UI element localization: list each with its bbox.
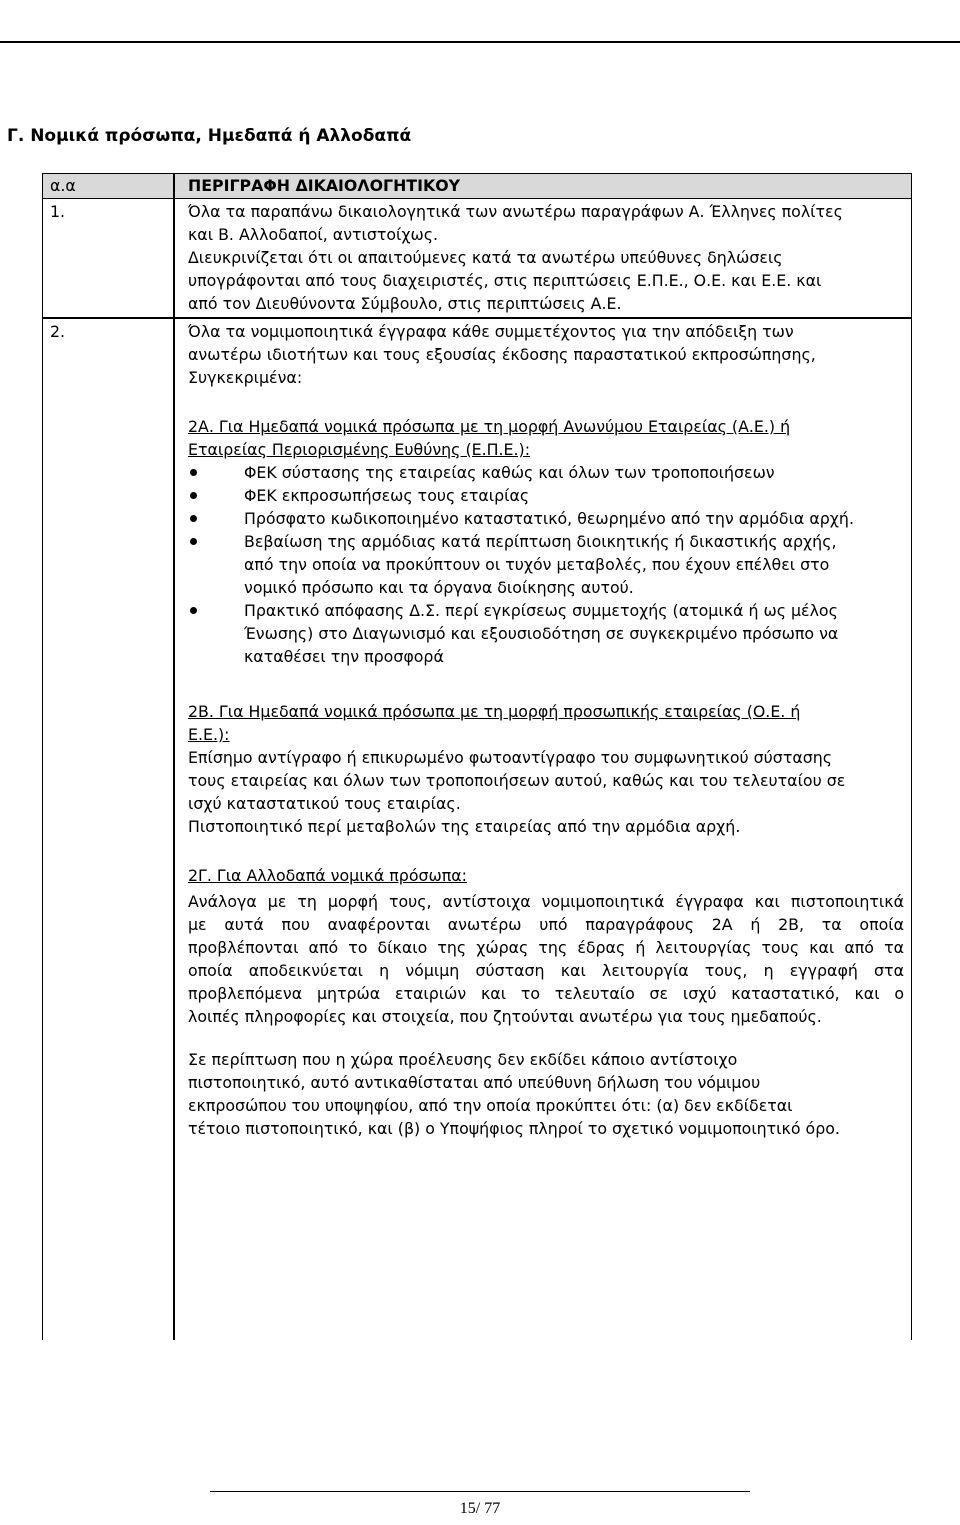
row-1-line: και Β. Αλλοδαποί, αντιστοίχως. xyxy=(188,225,439,244)
subsection-2c-heading: 2Γ. Για Αλλοδαπά νομικά πρόσωπα: xyxy=(188,866,467,885)
subsection-2c-line: λοιπές πληροφορίες και στοιχεία, που ζητούνται ανωτέρω για τους ημεδαπούς. xyxy=(188,1007,822,1026)
row-2-line: Όλα τα νομιμοποιητικά έγγραφα κάθε συμμετέχοντος για την απόδειξη των xyxy=(188,322,794,341)
subsection-2c-line: πιστοποιητικό, αυτό αντικαθίσταται από υπεύθυνη δήλωση του νόμιμου xyxy=(188,1073,761,1092)
row-divider xyxy=(43,317,911,319)
bullet-dot-icon xyxy=(190,538,197,545)
footer-rule xyxy=(210,1491,750,1492)
subsection-2a-bullet-text: Πρόσφατο κωδικοποιημένο καταστατικό, θεωρημένο από την αρμόδια αρχή. xyxy=(244,509,854,528)
subsection-2a-bullet-text: καταθέσει την προσφορά xyxy=(244,647,444,666)
row-1-line: από τον Διευθύνοντα Σύμβουλο, στις περιπτώσεις Α.Ε. xyxy=(188,294,622,313)
row-2-line: ανωτέρω ιδιοτήτων και τους εξουσίας έκδοσης παραστατικού εκπροσώπησης, xyxy=(188,345,816,364)
subsection-2a-bullet-text: νομικό πρόσωπο και τα όργανα διοίκησης αυτού. xyxy=(244,578,634,597)
subsection-2b-line: ισχύ καταστατικού τους εταιρίας. xyxy=(188,794,461,813)
subsection-2b-heading: 2Β. Για Ημεδαπά νομικά πρόσωπα με τη μορφή προσωπικής εταιρείας (Ο.Ε. ή xyxy=(188,702,801,721)
row-2-line: Συγκεκριμένα: xyxy=(188,368,303,387)
subsection-2c-line: τέτοιο πιστοποιητικό, και (β) ο Υποψήφιος πληροί το σχετικό νομιμοποιητικό όρο. xyxy=(188,1119,840,1138)
row-1-line: υπογράφονται από τους διαχειριστές, στις περιπτώσεις Ε.Π.Ε., Ο.Ε. και Ε.Ε. και xyxy=(188,271,822,290)
subsection-2b-line: τους εταιρείας και όλων των τροποποιήσεων αυτού, καθώς και του τελευταίου σε xyxy=(188,771,846,790)
subsection-2c-line: Σε περίπτωση που η χώρα προέλευσης δεν εκδίδει κάποιο αντίστοιχο xyxy=(188,1050,738,1069)
subsection-2a-heading: 2Α. Για Ημεδαπά νομικά πρόσωπα με τη μορφή Ανωνύμου Εταιρείας (Α.Ε.) ή xyxy=(188,417,791,436)
subsection-2b-line: Επίσημο αντίγραφο ή επικυρωμένο φωτοαντίγραφο του συμφωνητικού σύστασης xyxy=(188,748,833,767)
subsection-2a-bullet-text: από την οποία να προκύπτουν οι τυχόν μεταβολές, που έχουν επέλθει στο xyxy=(244,555,830,574)
subsection-2c-line: με αυτά που αναφέρονται ανωτέρω υπό παραγράφους 2Α ή 2Β, τα οποία xyxy=(188,915,904,934)
row-1-line: Διευκρινίζεται ότι οι απαιτούμενες κατά τα ανωτέρω υπεύθυνες δηλώσεις xyxy=(188,248,783,267)
row-1-line: Όλα τα παραπάνω δικαιολογητικά των ανωτέρω παραγράφων Α. Έλληνες πολίτες xyxy=(188,202,843,221)
column-divider xyxy=(173,174,175,1340)
row-2-number: 2. xyxy=(50,322,66,341)
table-head-title: ΠΕΡΙΓΡΑΦΗ ΔΙΚΑΙΟΛΟΓΗΤΙΚΟΥ xyxy=(188,176,461,195)
page-number: 15/ 77 xyxy=(459,1500,501,1517)
bullet-dot-icon xyxy=(190,515,197,522)
subsection-2a-heading: Εταιρείας Περιορισμένης Ευθύνης (Ε.Π.Ε.): xyxy=(188,440,531,459)
subsection-2a-bullet-text: Πρακτικό απόφασης Δ.Σ. περί εγκρίσεως συμμετοχής (ατομικά ή ως μέλος xyxy=(244,601,838,620)
subsection-2a-bullet-text: ΦΕΚ σύστασης της εταιρείας καθώς και όλων των τροποποιήσεων xyxy=(244,463,775,482)
subsection-2a-bullet-text: Ένωσης) στο Διαγωνισμό και εξουσιοδότηση σε συγκεκριμένο πρόσωπο να xyxy=(244,624,839,643)
table-head-number: α.α xyxy=(50,176,76,195)
subsection-2a-bullet-text: Βεβαίωση της αρμόδιας κατά περίπτωση διοικητικής ή δικαστικής αρχής, xyxy=(244,532,837,551)
subsection-2c-line: Ανάλογα με τη μορφή τους, αντίστοιχα νομιμοποιητικά έγγραφα και πιστοποιητικά xyxy=(188,892,904,911)
subsection-2c-line: οποία αποδεικνύεται η νόμιμη σύσταση και λειτουργία τους, η εγγραφή στα xyxy=(188,961,904,980)
header-rule xyxy=(0,41,960,43)
bullet-dot-icon xyxy=(190,607,197,614)
bullet-dot-icon xyxy=(190,469,197,476)
bullet-dot-icon xyxy=(190,492,197,499)
subsection-2c-line: προβλεπόμενα μητρώα εταιριών και το τελευταίο σε ισχύ καταστατικό, και ο xyxy=(188,984,904,1003)
subsection-2b-line: Πιστοποιητικό περί μεταβολών της εταιρείας από την αρμόδια αρχή. xyxy=(188,817,741,836)
section-title: Γ. Νομικά πρόσωπα, Ημεδαπά ή Αλλοδαπά xyxy=(7,126,412,146)
subsection-2c-line: εκπροσώπου του υποψηφίου, από την οποία προκύπτει ότι: (α) δεν εκδίδεται xyxy=(188,1096,793,1115)
row-1-number: 1. xyxy=(50,202,66,221)
subsection-2b-heading: Ε.Ε.): xyxy=(188,725,230,744)
subsection-2a-bullet-text: ΦΕΚ εκπροσωπήσεως τους εταιρίας xyxy=(244,486,530,505)
subsection-2c-line: προβλέπονται από το δίκαιο της χώρας της έδρας ή λειτουργίας τους και από τα xyxy=(188,938,904,957)
